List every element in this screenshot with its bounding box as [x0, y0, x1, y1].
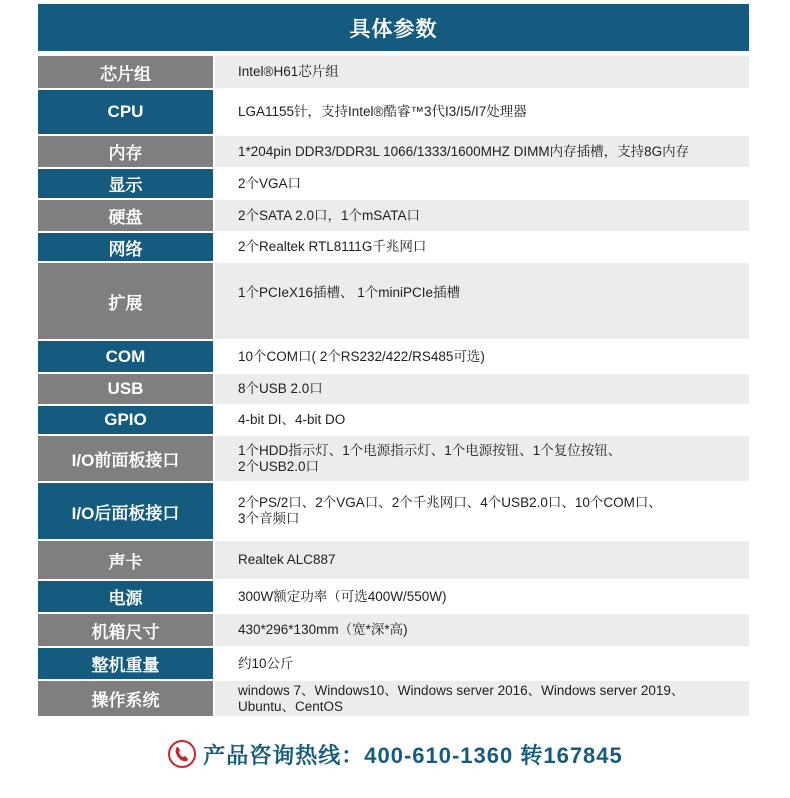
spec-row-rear-io [38, 483, 749, 539]
spec-value: 1*204pin DDR3/DDR3L 1066/1333/1600MHZ DIMM内存插槽，支持8G内存 [215, 136, 749, 167]
spec-label: 芯片组 [38, 56, 213, 88]
spec-label: 操作系统 [38, 681, 213, 716]
spec-row-chipset [38, 56, 749, 88]
spec-label: 扩展 [38, 263, 213, 339]
spec-value: 300W额定功率（可选400W/550W) [215, 581, 749, 612]
spec-row-power [38, 581, 749, 612]
hotline-number: 400-610-1360 转167845 [364, 742, 623, 768]
spec-row-storage [38, 200, 749, 231]
spec-row-chassis [38, 614, 749, 646]
spec-row-display [38, 169, 749, 198]
spec-value: 2个Realtek RTL8111G千兆网口 [215, 233, 749, 261]
spec-label: 内存 [38, 136, 213, 167]
spec-value: 1个PCIeX16插槽、 1个miniPCIe插槽 [215, 263, 749, 339]
spec-value: 2个PS/2口、2个VGA口、2个千兆网口、4个USB2.0口、10个COM口、 3个音频口 [215, 483, 749, 539]
spec-value: 1个HDD指示灯、1个电源指示灯、1个电源按钮、1个复位按钮、 2个USB2.0口 [215, 436, 749, 481]
spec-value: LGA1155针，支持Intel®酷睿™3代I3/I5/I7处理器 [215, 90, 749, 134]
spec-row-usb [38, 374, 749, 404]
spec-row-front-io [38, 436, 749, 481]
spec-label: 网络 [38, 233, 213, 261]
spec-label: CPU [38, 90, 213, 134]
spec-value: 4-bit DI、4-bit DO [215, 406, 749, 434]
spec-label: 机箱尺寸 [38, 614, 213, 646]
spec-label: I/O后面板接口 [38, 483, 213, 539]
spec-value: windows 7、Windows10、Windows server 2016、Windows server 2019、 Ubuntu、CentOS [215, 681, 749, 716]
spec-page [38, 4, 749, 718]
phone-icon [167, 739, 197, 769]
spec-row-gpio [38, 406, 749, 434]
spec-label: 电源 [38, 581, 213, 612]
spec-label: 整机重量 [38, 648, 213, 679]
spec-label: 显示 [38, 169, 213, 198]
spec-label: USB [38, 374, 213, 404]
spec-value: 2个SATA 2.0口，1个mSATA口 [215, 200, 749, 231]
spec-title: 具体参数 [38, 4, 749, 51]
spec-label: 硬盘 [38, 200, 213, 231]
spec-row-memory [38, 136, 749, 167]
spec-value: Intel®H61芯片组 [215, 56, 749, 88]
spec-row-cpu [38, 90, 749, 134]
spec-row-network [38, 233, 749, 261]
spec-table [38, 56, 749, 716]
spec-row-com [38, 341, 749, 372]
spec-label: I/O前面板接口 [38, 436, 213, 481]
spec-row-weight [38, 648, 749, 679]
spec-value: 约10公斤 [215, 648, 749, 679]
spec-label: GPIO [38, 406, 213, 434]
spec-row-os [38, 681, 749, 716]
hotline-bar [0, 736, 790, 772]
spec-label: COM [38, 341, 213, 372]
spec-value: 8个USB 2.0口 [215, 374, 749, 404]
spec-label: 声卡 [38, 541, 213, 579]
spec-value: 2个VGA口 [215, 169, 749, 198]
hotline-label: 产品咨询热线： [203, 742, 365, 768]
spec-row-audio [38, 541, 749, 579]
spec-value: Realtek ALC887 [215, 541, 749, 579]
spec-value: 430*296*130mm（宽*深*高) [215, 614, 749, 646]
spec-value: 10个COM口( 2个RS232/422/RS485可选) [215, 341, 749, 372]
spec-row-expansion [38, 263, 749, 339]
